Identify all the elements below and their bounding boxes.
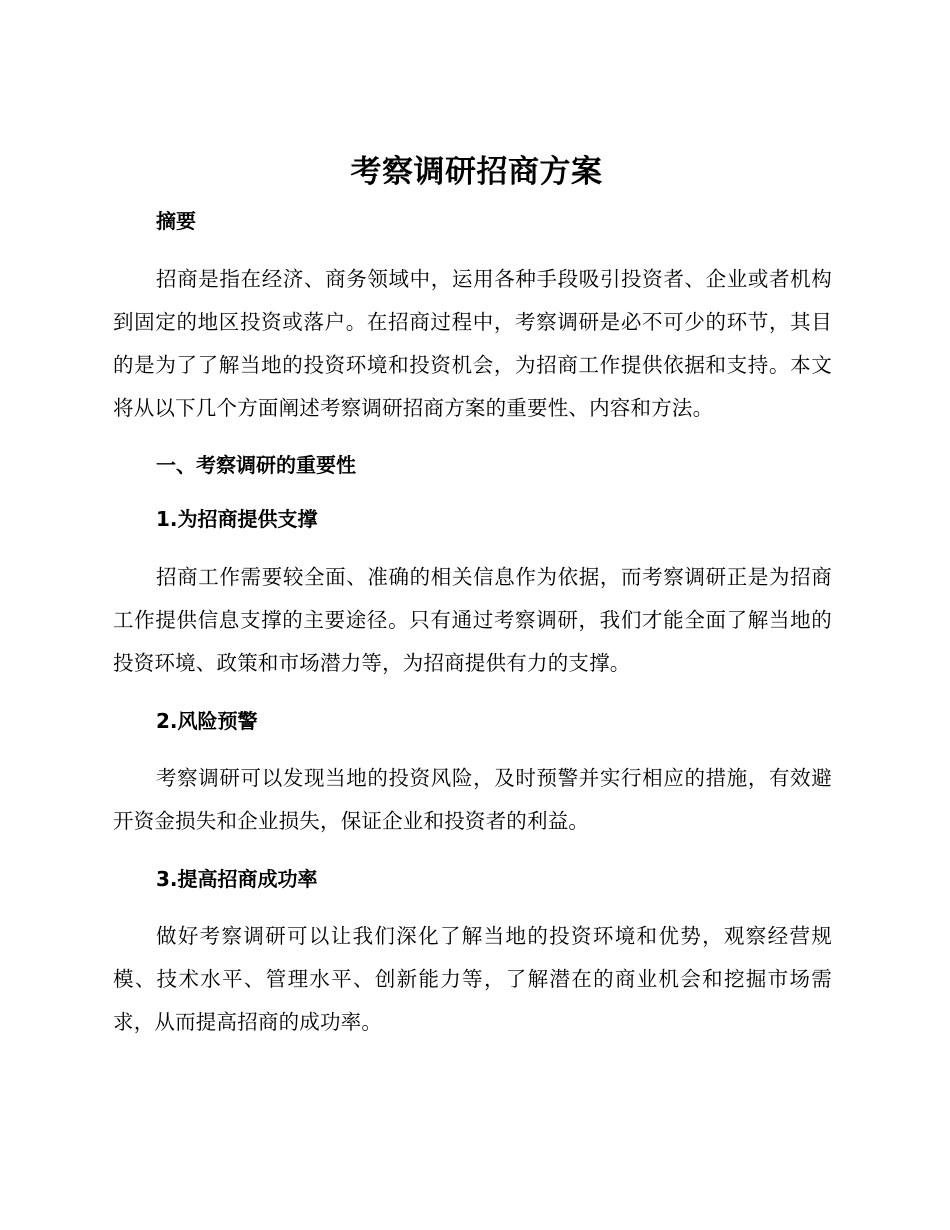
abstract-heading: 摘要 [156, 209, 196, 233]
subsection-2-paragraph: 考察调研可以发现当地的投资风险，及时预警并实行相应的措施，有效避开资金损失和企业损失，保证企业和投资者的利益。 [113, 766, 832, 833]
subsection-1-heading: 1.为招商提供支撑 [156, 507, 318, 531]
subsection-1-paragraph: 招商工作需要较全面、准确的相关信息作为依据，而考察调研正是为招商工作提供信息支撑的主要途径。只有通过考察调研，我们才能全面了解当地的投资环境、政策和市场潜力等，为招商提供有力的支撑。 [113, 565, 832, 675]
subsection-3-paragraph: 做好考察调研可以让我们深化了解当地的投资环境和优势，观察经营规模、技术水平、管理水平、创新能力等，了解潜在的商业机会和挖掘市场需求，从而提高招商的成功率。 [113, 924, 832, 1034]
subsection-2-heading: 2.风险预警 [156, 709, 258, 733]
document-title: 考察调研招商方案 [350, 154, 603, 190]
abstract-paragraph: 招商是指在经济、商务领域中，运用各种手段吸引投资者、企业或者机构到固定的地区投资或落户。在招商过程中，考察调研是必不可少的环节，其目的是为了了解当地的投资环境和投资机会，为招商工作提供依据和支持。本文将从以下几个方面阐述考察调研招商方案的重要性、内容和方法。 [113, 267, 832, 420]
section-1-heading: 一、考察调研的重要性 [156, 453, 356, 477]
subsection-3-heading: 3.提高招商成功率 [156, 867, 318, 891]
